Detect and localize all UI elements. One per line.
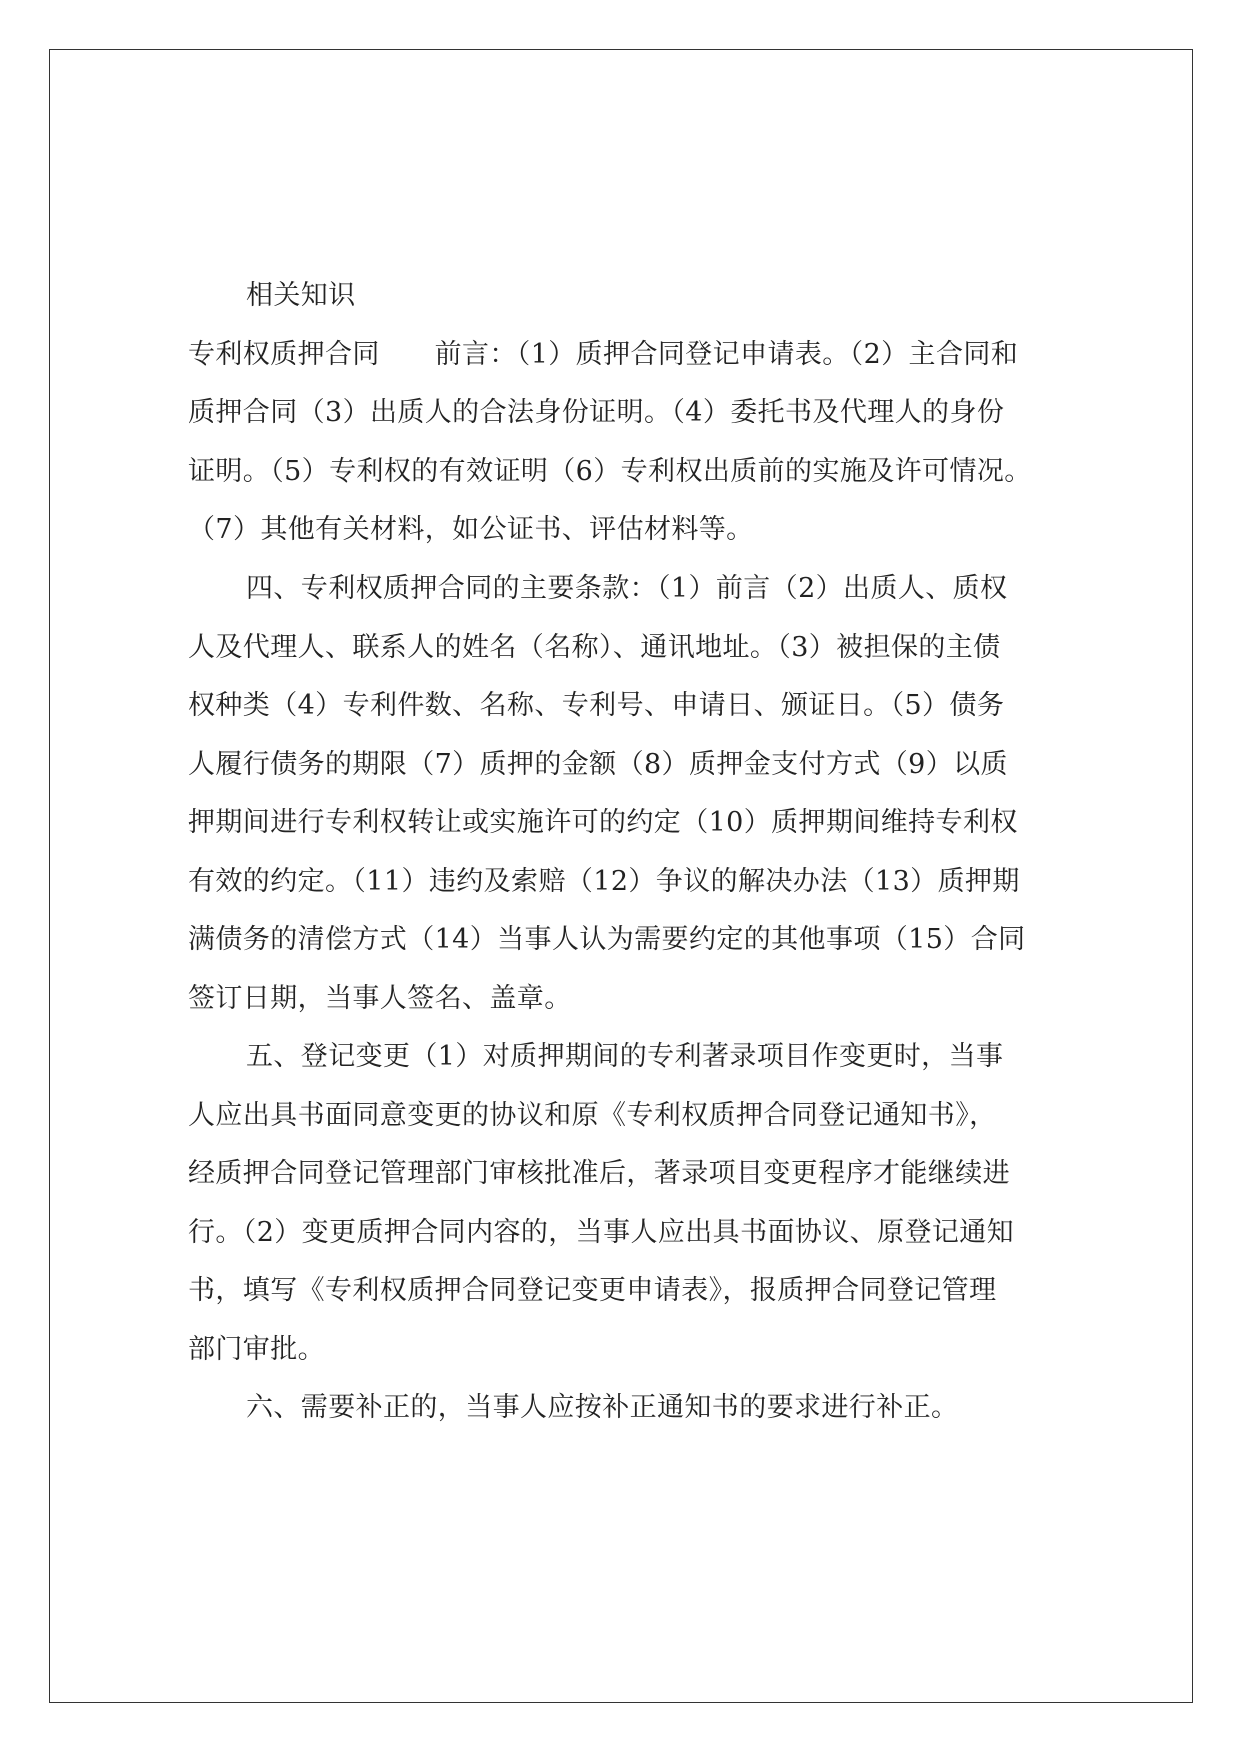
paragraph-line: 权种类（4）专利件数、名称、专利号、申请日、颁证日。（5）债务 xyxy=(188,690,1005,721)
paragraph-line: 专利权质押合同 前言：（1）质押合同登记申请表。（2）主合同和 xyxy=(188,339,1019,370)
paragraph-line: 人应出具书面同意变更的协议和原《专利权质押合同登记通知书》， xyxy=(188,1100,997,1131)
paragraph-line: 经质押合同登记管理部门审核批准后，著录项目变更程序才能继续进 xyxy=(188,1158,1010,1189)
paragraph-line: 五、登记变更（1）对质押期间的专利著录项目作变更时，当事 xyxy=(246,1041,1004,1072)
paragraph-line: （7）其他有关材料，如公证书、评估材料等。 xyxy=(188,514,754,545)
paragraph-line: 人及代理人、联系人的姓名（名称）、通讯地址。（3）被担保的主债 xyxy=(188,632,1001,663)
section-heading: 相关知识 xyxy=(246,280,356,311)
paragraph-line: 书，填写《专利权质押合同登记变更申请表》，报质押合同登记管理 xyxy=(188,1275,997,1306)
paragraph-line: 行。（2）变更质押合同内容的，当事人应出具书面协议、原登记通知 xyxy=(188,1217,1015,1248)
paragraph-line: 签订日期，当事人签名、盖章。 xyxy=(188,983,572,1014)
paragraph-line: 满债务的清偿方式（14）当事人认为需要约定的其他事项（15）合同 xyxy=(188,924,1026,955)
paragraph-line: 四、专利权质押合同的主要条款：（1）前言（2）出质人、质权 xyxy=(246,573,1008,604)
paragraph-line: 人履行债务的期限（7）质押的金额（8）质押金支付方式（9）以质 xyxy=(188,749,1008,780)
paragraph-line: 部门审批。 xyxy=(188,1334,325,1365)
paragraph-line: 证明。（5）专利权的有效证明（6）专利权出质前的实施及许可情况。 xyxy=(188,456,1032,487)
paragraph-line: 有效的约定。（11）违约及索赔（12）争议的解决办法（13）质押期 xyxy=(188,866,1020,897)
paragraph-line: 六、需要补正的，当事人应按补正通知书的要求进行补正。 xyxy=(246,1392,959,1423)
paragraph-line: 质押合同（3）出质人的合法身份证明。（4）委托书及代理人的身份 xyxy=(188,397,1005,428)
paragraph-line: 押期间进行专利权转让或实施许可的约定（10）质押期间维持专利权 xyxy=(188,807,1018,838)
